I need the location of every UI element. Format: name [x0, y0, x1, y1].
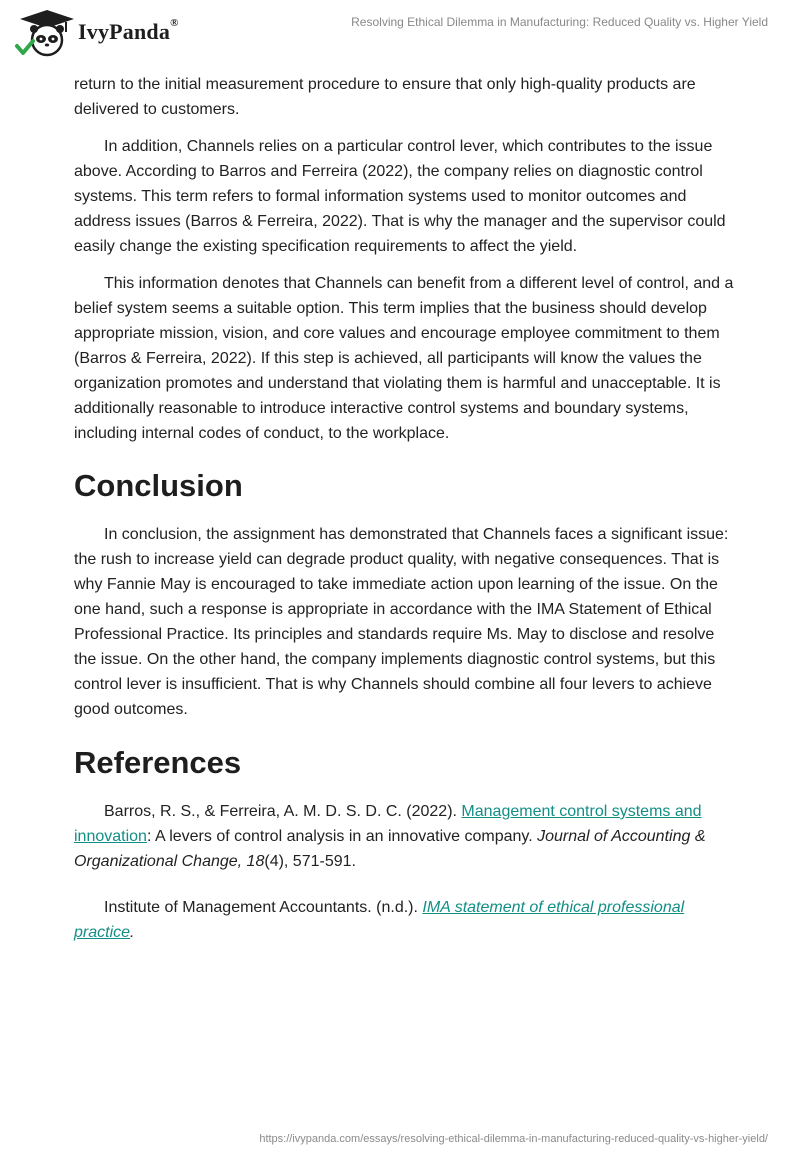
ref1-journal: Journal of Accounting & Organizational Change, 18 — [74, 828, 706, 870]
panda-graduate-logo-icon[interactable] — [14, 8, 80, 60]
ref1-authors: Barros, R. S., & Ferreira, A. M. D. S. D. C. (2022). — [104, 803, 462, 820]
body-paragraph-1: return to the initial measurement procedure to ensure that only high-quality products are delivered to customers. — [74, 76, 696, 118]
footer-url[interactable]: https://ivypanda.com/essays/resolving-ethical-dilemma-in-manufacturing-reduced-quality-vs-higher-yield/ — [259, 1133, 768, 1145]
conclusion-paragraph: In conclusion, the assignment has demonstrated that Channels faces a significant issue: the rush to increase yield can degrade product quality, with negative consequences. That is why Fannie May is encouraged to take immediate action upon learning of the issue. On the one hand, such a response is appropriate in accordance with the IMA Statement of Ethical Professional Practice. Its principles and standards require Ms. May to disclose and resolve the issue. On the other hand, the company implements diagnostic control systems, but this control lever is insufficient. That is why Channels should combine all four levers to achieve good outcomes. — [74, 526, 729, 718]
brand-name[interactable] — [78, 19, 179, 45]
brand-text: IvyPanda — [78, 19, 171, 44]
ref2-link[interactable]: IMA statement of ethical professional practice — [74, 899, 685, 941]
ref1-issue: (4), 571-591. — [264, 853, 356, 870]
body-paragraph-2: In addition, Channels relies on a particular control lever, which contributes to the issue above. According to Barros and Ferreira (2022), the company relies on diagnostic control systems. This term refers to formal information systems used to monitor outcomes and address issues (Barros & Ferreira, 2022). That is why the manager and the supervisor could easily change the existing specification requirements to affect the yield. — [74, 138, 726, 255]
page-header — [0, 0, 800, 70]
reference-entry-1 — [74, 799, 734, 874]
ref2-end: . — [130, 924, 135, 941]
document-body — [74, 72, 734, 945]
references-heading: References — [74, 745, 242, 780]
ref1-title-rest: : A levers of control analysis in an innovative company. — [146, 828, 538, 845]
conclusion-heading: Conclusion — [74, 468, 243, 503]
body-paragraph-3: This information denotes that Channels can benefit from a different level of control, and a belief system seems a suitable option. This term implies that the business should develop appropriate mission, vision, and core values and encourage employee commitment to them (Barros & Ferreira, 2022). If this step is achieved, all participants will know the values the organization promotes and understand that violating them is harmful and unacceptable. It is additionally reasonable to introduce interactive control systems and boundary systems, including internal codes of conduct, to the workplace. — [74, 275, 734, 442]
ref1-link[interactable]: Management control systems and innovation — [74, 803, 702, 845]
registered-mark: ® — [170, 17, 179, 29]
reference-entry-2 — [74, 895, 734, 945]
document-title: Resolving Ethical Dilemma in Manufacturing: Reduced Quality vs. Higher Yield — [351, 15, 768, 29]
ref2-authors: Institute of Management Accountants. (n.d.). — [104, 899, 423, 916]
